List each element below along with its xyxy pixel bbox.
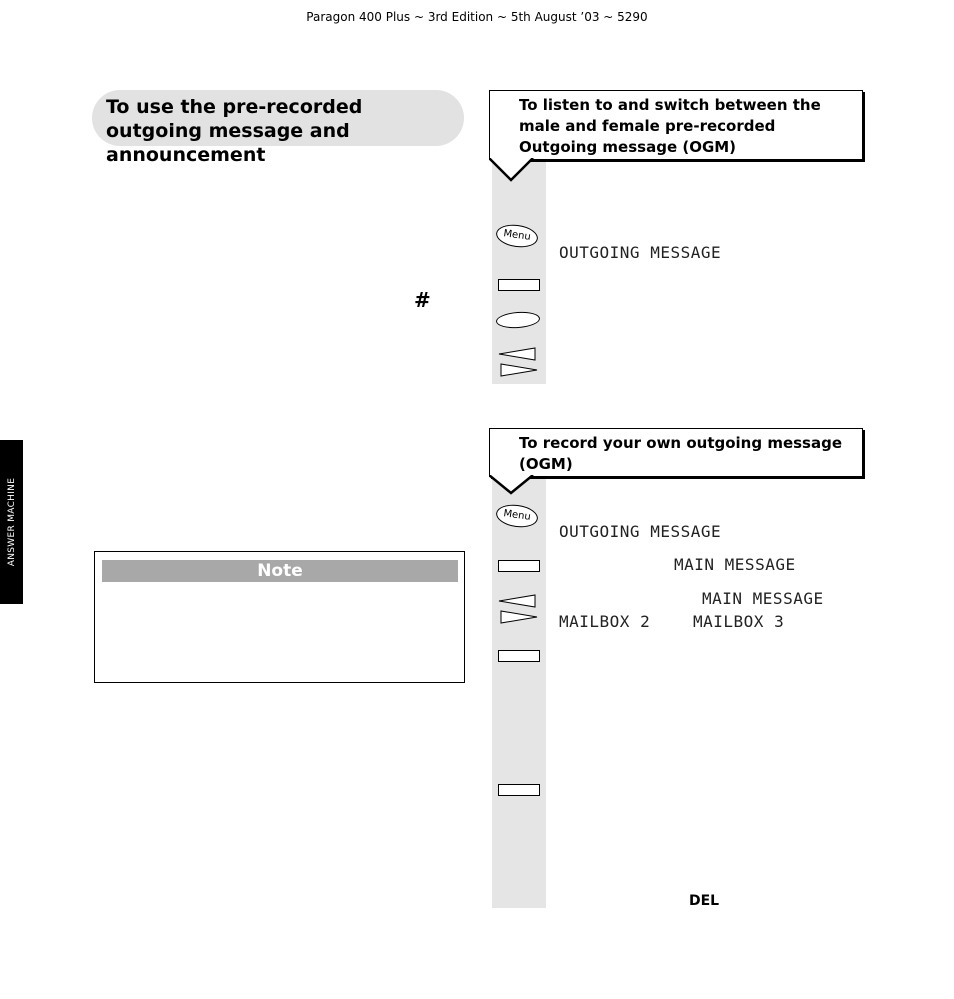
menu-key-icon: Menu — [495, 222, 540, 250]
section-title: To use the pre-recorded outgoing message and announcement — [106, 96, 363, 166]
ok-key-icon-4 — [498, 784, 540, 796]
lcd-display-outgoing-message: OUTGOING MESSAGE — [559, 243, 722, 262]
menu-key-icon-2: Menu — [495, 502, 540, 530]
section-title-box — [92, 90, 464, 166]
scroll-keys-icon — [497, 346, 539, 378]
hash-key-symbol: # — [414, 288, 431, 312]
side-tab — [0, 440, 23, 604]
scroll-keys-icon-2 — [497, 592, 539, 626]
lcd-display-mailbox-3: MAILBOX 3 — [693, 612, 785, 631]
note-heading: Note — [102, 560, 458, 582]
callout-listen-text: To listen to and switch between the male and female pre-recorded Outgoing message (OGM) — [519, 96, 821, 156]
callout-record-text: To record your own outgoing message (OGM) — [519, 434, 843, 473]
ok-key-icon-2 — [498, 560, 540, 572]
ok-key-icon-3 — [498, 650, 540, 662]
key-strip-2 — [492, 476, 546, 908]
callout-listen — [489, 90, 863, 160]
ok-key-icon — [498, 279, 540, 291]
del-key-label: DEL — [689, 893, 720, 909]
note-box — [94, 551, 465, 683]
page-header: Paragon 400 Plus ~ 3rd Edition ~ 5th August ’03 ~ 5290 — [306, 10, 648, 24]
callout-pointer-2 — [489, 475, 549, 499]
callout-pointer-1 — [489, 158, 549, 186]
lcd-display-main-message-2: MAIN MESSAGE — [702, 589, 824, 608]
lcd-display-mailbox-2: MAILBOX 2 — [559, 612, 651, 631]
lcd-display-outgoing-message-2: OUTGOING MESSAGE — [559, 522, 722, 541]
lcd-display-main-message: MAIN MESSAGE — [674, 555, 796, 574]
callout-record — [489, 428, 863, 477]
side-tab-label: ANSWER MACHINE — [6, 477, 17, 567]
